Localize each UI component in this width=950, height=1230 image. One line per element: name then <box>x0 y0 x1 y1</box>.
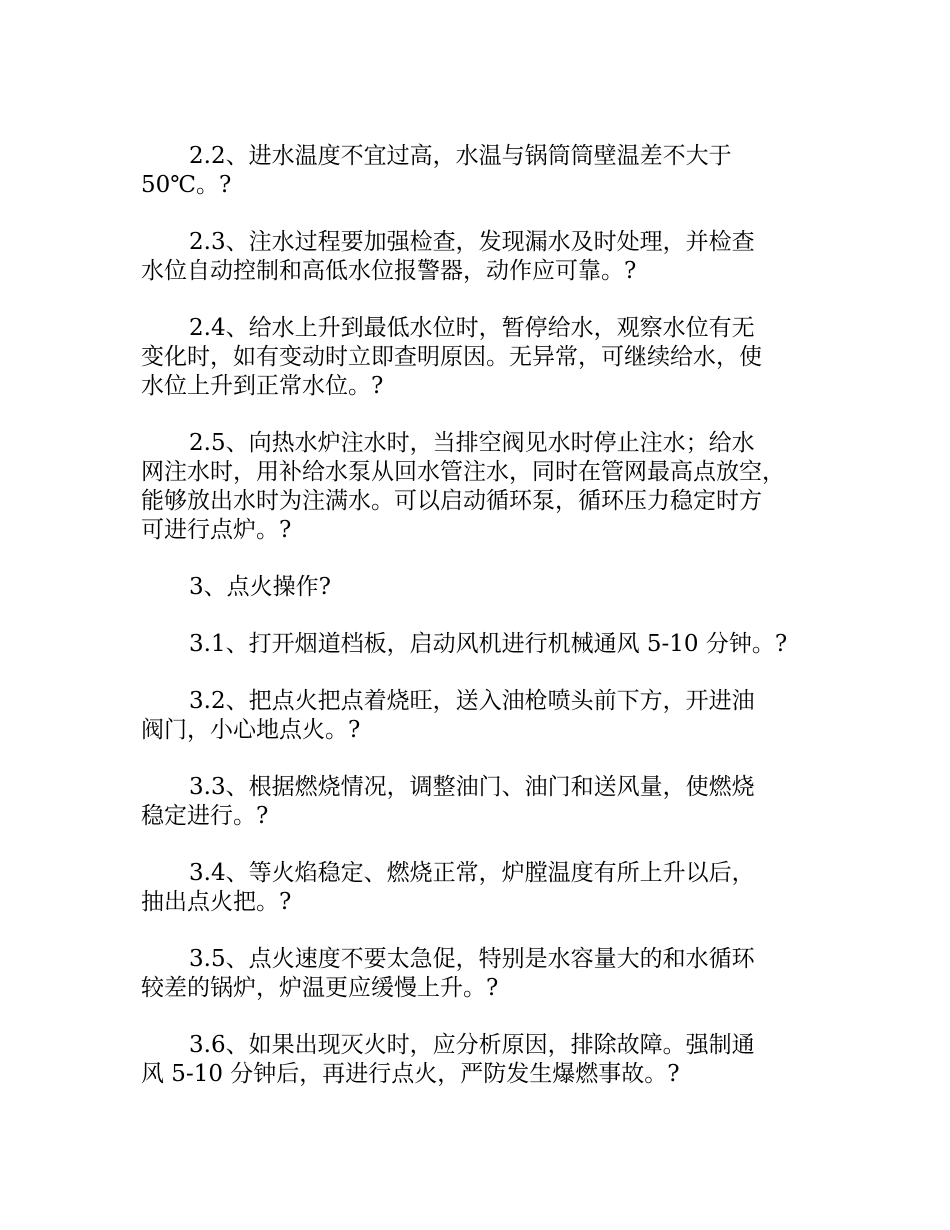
document-body <box>141 142 831 1117</box>
text-line: 稳定进行。? <box>141 803 269 829</box>
text-line: 水位自动控制和高低水位报警器，动作应可靠。? <box>141 258 637 284</box>
text-line: 3.2、把点火把点着烧旺，送入油枪喷头前下方，开进油 <box>189 688 755 714</box>
paragraph-2-4 <box>141 314 831 401</box>
text-line: 3.5、点火速度不要太急促，特别是水容量大的和水循环 <box>189 946 755 972</box>
paragraph-2-2 <box>141 142 831 200</box>
text-line: 可进行点炉。? <box>141 517 292 543</box>
text-line: 阀门，小心地点火。? <box>141 717 361 743</box>
text-line: 变化时，如有变动时立即查明原因。无异常，可继续给水，使 <box>141 344 762 370</box>
text-line: 2.3、注水过程要加强检查，发现漏水及时处理，并检查 <box>189 229 755 255</box>
text-line: 网注水时，用补给水泵从回水管注水，同时在管网最高点放空， <box>141 459 785 485</box>
text-line: 较差的锅炉，炉温更应缓慢上升。? <box>141 975 499 1001</box>
paragraph-2-5 <box>141 429 831 545</box>
paragraph-3-4 <box>141 859 831 917</box>
text-line: 2.2、进水温度不宜过高，水温与锅筒筒壁温差不大于 <box>189 143 732 169</box>
text-line: 3.6、如果出现灭火时，应分析原因，排除故障。强制通 <box>189 1032 755 1058</box>
section-heading-3 <box>141 573 831 602</box>
paragraph-3-5 <box>141 945 831 1003</box>
text-line: 水位上升到正常水位。? <box>141 373 384 399</box>
text-line: 3、点火操作? <box>189 574 331 600</box>
paragraph-3-6 <box>141 1031 831 1089</box>
paragraph-2-3 <box>141 228 831 286</box>
text-line: 2.5、向热水炉注水时，当排空阀见水时停止注水；给水 <box>189 430 755 456</box>
text-line: 3.3、根据燃烧情况，调整油门、油门和送风量，使燃烧 <box>189 774 755 800</box>
text-line: 2.4、给水上升到最低水位时，暂停给水，观察水位有无 <box>189 315 755 341</box>
text-line: 50℃。? <box>141 172 232 198</box>
paragraph-3-1 <box>141 630 831 659</box>
text-line: 能够放出水时为注满水。可以启动循环泵，循环压力稳定时方 <box>141 488 762 514</box>
paragraph-3-3 <box>141 773 831 831</box>
text-line: 3.1、打开烟道档板，启动风机进行机械通风 5-10 分钟。? <box>189 631 788 657</box>
text-line: 3.4、等火焰稳定、燃烧正常，炉膛温度有所上升以后， <box>189 860 755 886</box>
text-line: 风 5-10 分钟后，再进行点火，严防发生爆燃事故。? <box>141 1061 680 1087</box>
paragraph-3-2 <box>141 687 831 745</box>
text-line: 抽出点火把。? <box>141 889 292 915</box>
